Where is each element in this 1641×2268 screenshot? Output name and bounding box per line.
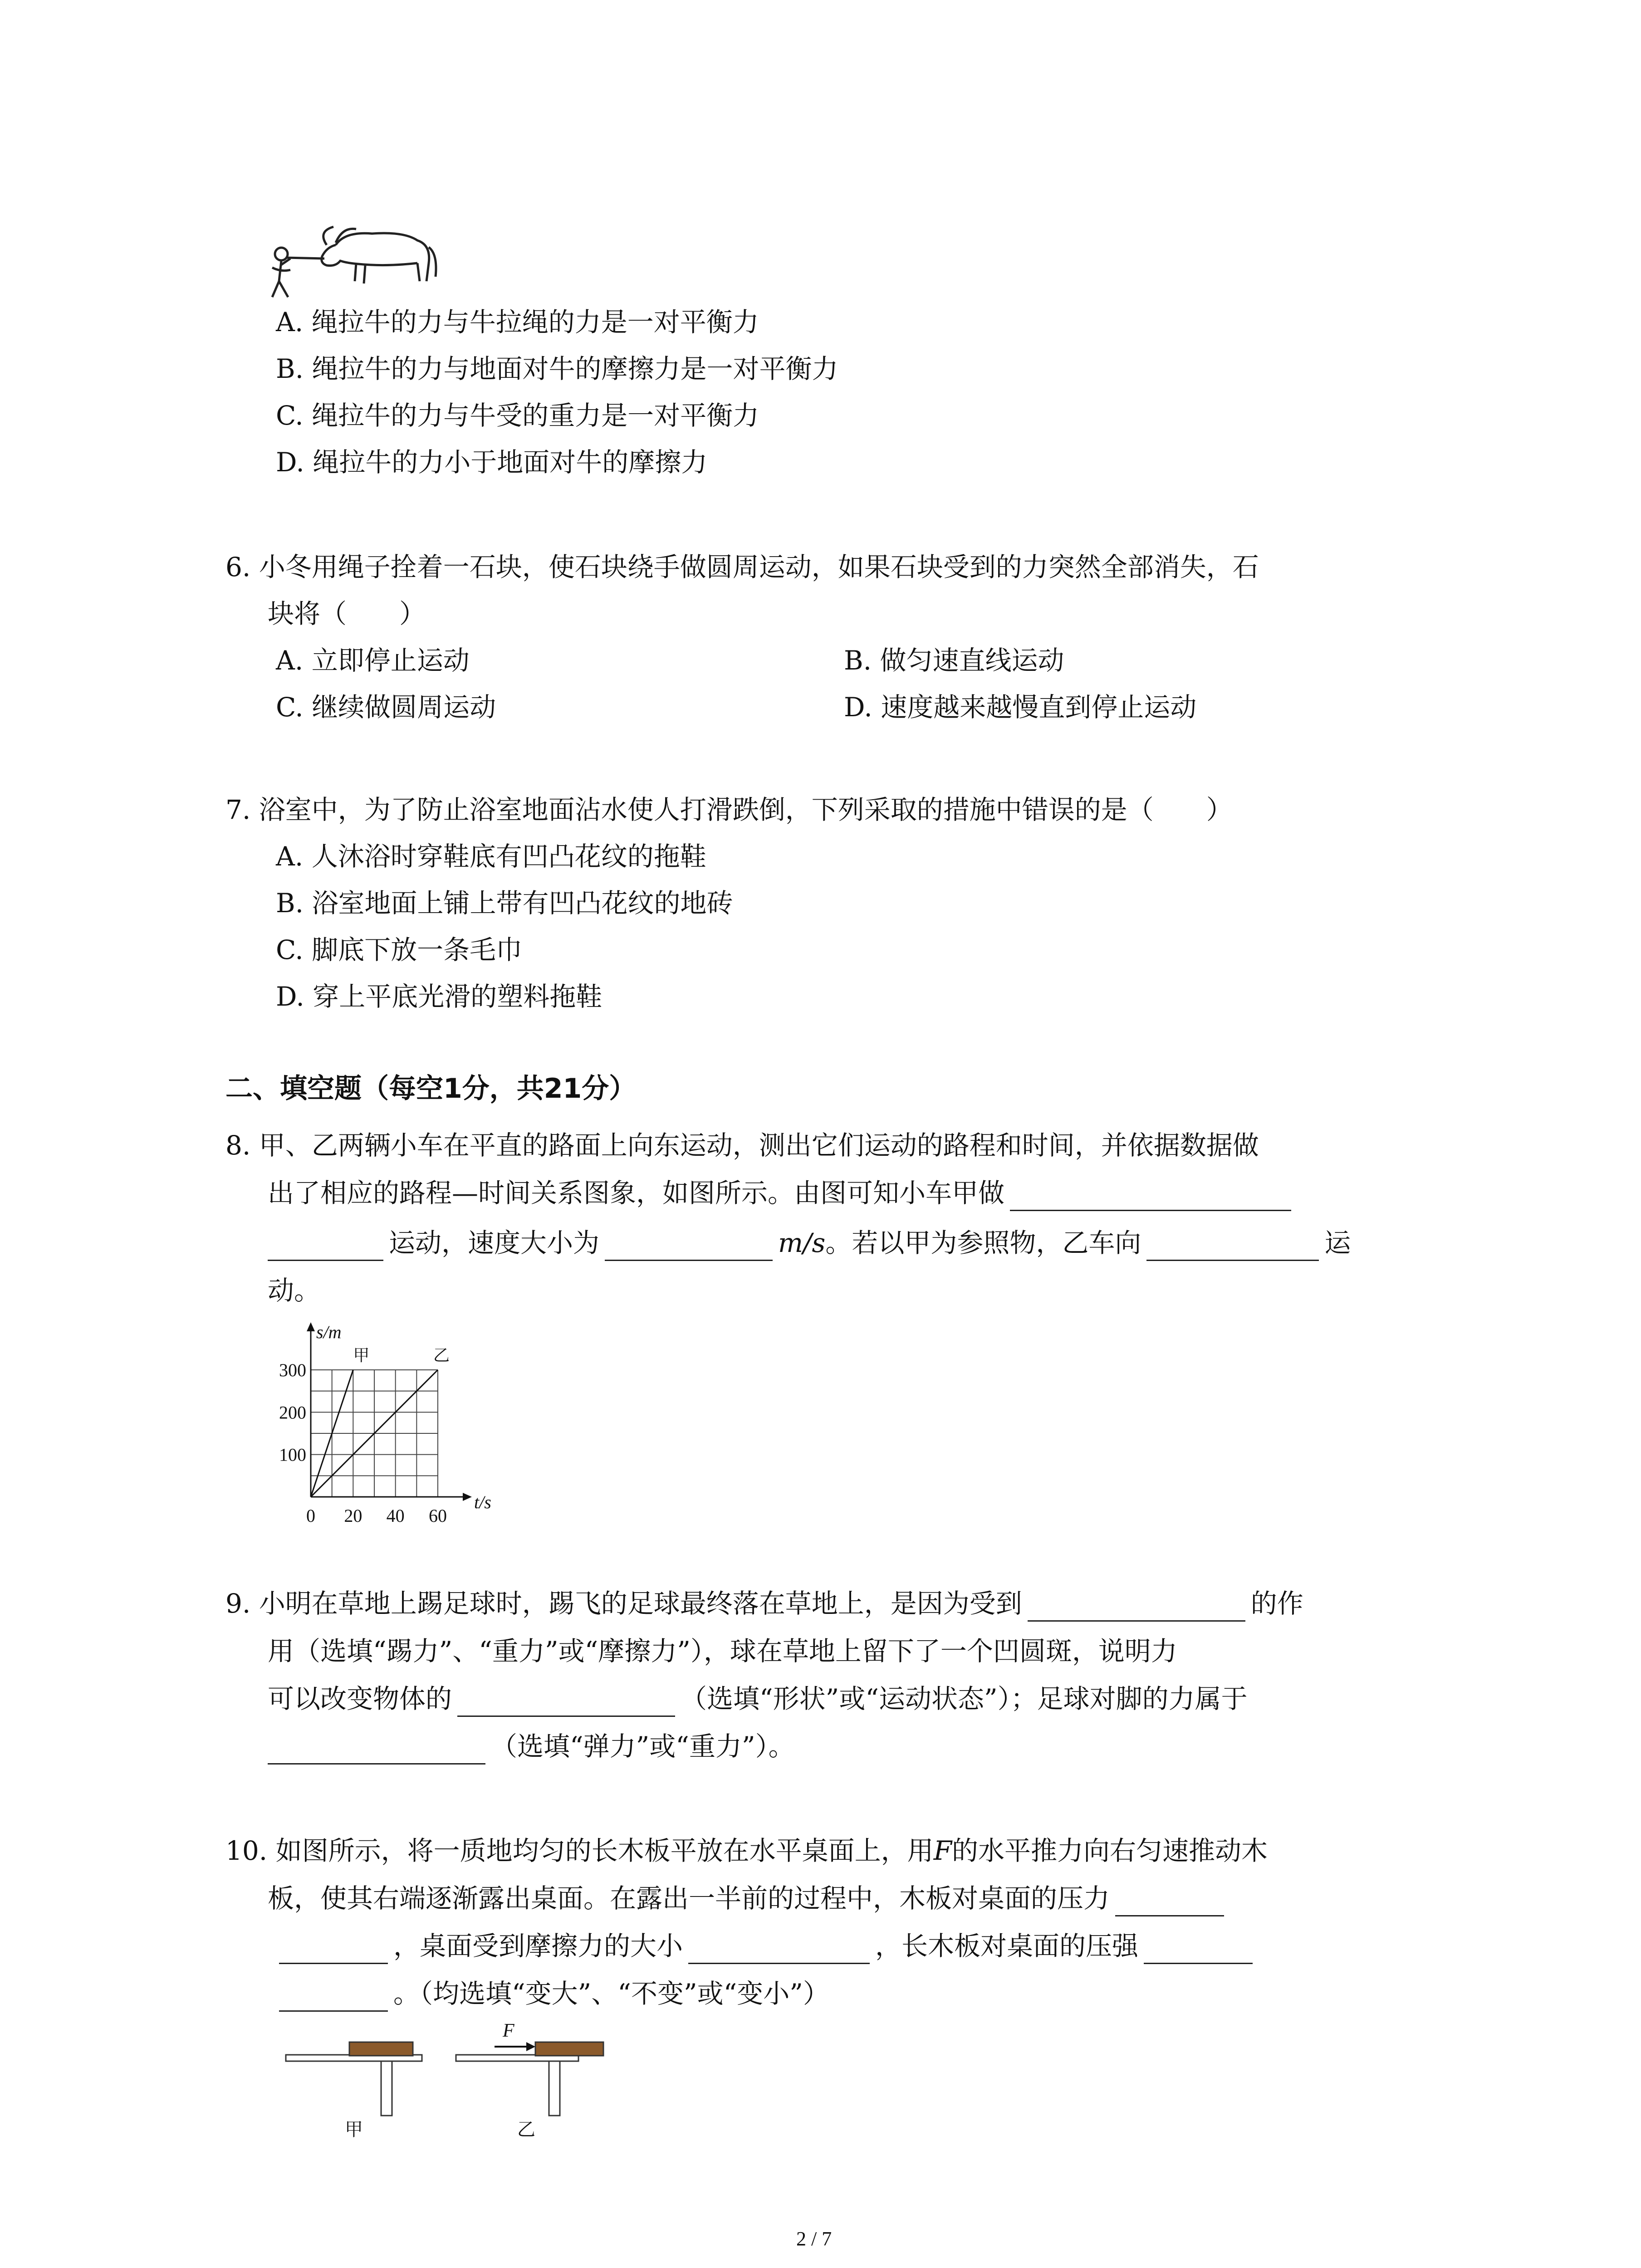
y-tick-label: 100 [279,1444,306,1465]
ox-pulling-figure [268,213,449,299]
figure-jia [286,2042,422,2140]
q6-option-a: A. 立即停止运动 [276,645,470,676]
q6-stem-line2: 块将（ ） [268,598,426,629]
q5-option-c: C. 绳拉牛的力与牛受的重力是一对平衡力 [276,400,759,431]
q6-stem-line1: 6. 小冬用绳子拴着一石块，使石块绕手做圆周运动，如果石块受到的力突然全部消失，石 [225,552,1259,582]
q8-stem-line1: 8. 甲、乙两辆小车在平直的路面上向东运动，测出它们运动的路程和时间，并依据数据做 [225,1130,1259,1161]
q10-stem-line4 [279,1975,829,2012]
q10-line1-text-b: 的水平推力向右匀速推动木 [951,1835,1268,1866]
q7-option-c: C. 脚底下放一条毛巾 [276,934,523,965]
q10-line2-text: 板，使其右端逐渐露出桌面。在露出一半前的过程中，木板对桌面的压力 [268,1883,1110,1914]
q9-blank-3[interactable] [268,1735,485,1765]
q8-line3-text-a: 运动，速度大小为 [389,1227,600,1258]
q10-line3-text-b: ，长木板对桌面的压强 [875,1931,1139,1961]
force-label: F [503,2020,514,2041]
q6-option-d: D. 速度越来越慢直到停止运动 [844,692,1197,723]
q9-line1-text-b: 的作 [1250,1588,1303,1619]
q9-stem-line1 [225,1585,1303,1622]
x-tick-label: 0 [306,1505,315,1524]
q5-option-b: B. 绳拉牛的力与地面对牛的摩擦力是一对平衡力 [276,353,838,384]
q9-line3-text-a: 可以改变物体的 [268,1683,452,1714]
q10-stem-line1 [225,1833,1268,1869]
distance-time-chart [254,1306,508,1524]
y-tick-label: 300 [279,1360,306,1380]
q7-stem: 7. 浴室中，为了防止浴室地面沾水使人打滑跌倒，下列采取的措施中错误的是（ ） [225,794,1233,825]
q10-stem-line2 [268,1880,1230,1916]
q9-blank-1[interactable] [1028,1592,1245,1622]
figure-jia-label: 甲 [345,2119,363,2140]
page-number: 2 / 7 [796,2228,832,2250]
q7-option-a: A. 人沐浴时穿鞋底有凹凸花纹的拖鞋 [276,841,706,872]
q8-blank-2[interactable] [605,1232,773,1261]
q10-line3-text-a: ，桌面受到摩擦力的大小 [393,1931,683,1961]
q10-line1-text-a: 10. 如图所示，将一质地均匀的长木板平放在水平桌面上，用 [225,1835,934,1866]
q9-line4-text: （选填“弹力”或“重力”）。 [491,1731,795,1762]
q5-option-d: D. 绳拉牛的力小于地面对牛的摩擦力 [276,447,708,478]
q8-stem-line4: 动。 [268,1275,321,1306]
q9-line1-text-a: 9. 小明在草地上踢足球时，踢飞的足球最终落在草地上，是因为受到 [225,1588,1022,1619]
figure-yi [456,2020,603,2140]
q10-force-symbol: F [933,1835,952,1866]
board-on-table-figure [281,2019,626,2141]
section-heading: 二、填空题（每空1分，共21分） [225,1073,637,1105]
q8-blank-1[interactable] [1010,1182,1291,1211]
q9-stem-line4 [268,1728,795,1765]
series-label-jia: 甲 [353,1346,370,1365]
q8-line3-text-d: 运 [1324,1227,1351,1258]
series-label-yi: 乙 [433,1346,450,1365]
x-tick-label: 20 [344,1505,362,1524]
q5-option-a: A. 绳拉牛的力与牛拉绳的力是一对平衡力 [276,307,759,337]
q8-blank-1-cont[interactable] [268,1232,383,1261]
q9-line3-text-b: （选填“形状”或“运动状态”）；足球对脚的力属于 [681,1683,1248,1714]
q10-blank-1[interactable] [1115,1887,1224,1916]
q9-stem-line2: 用（选填“踢力”、“重力”或“摩擦力”），球在草地上留下了一个凹圆斑，说明力 [268,1636,1177,1667]
figure-yi-label: 乙 [517,2119,535,2140]
q8-unit: m/s [778,1227,826,1258]
q10-blank-3[interactable] [1144,1935,1253,1964]
y-axis-label: s/m [316,1322,342,1342]
q8-blank-3[interactable] [1146,1232,1319,1261]
y-axis-arrow [307,1322,315,1331]
q10-stem-line3 [279,1928,1258,1964]
q10-line4-text: 。（均选填“变大”、“不变”或“变小”） [393,1978,829,2009]
q8-line2-text: 出了相应的路程—时间关系图象，如图所示。由图可知小车甲做 [268,1178,1005,1208]
x-tick-label: 60 [429,1505,447,1524]
q8-stem-line3 [268,1225,1351,1261]
q7-option-b: B. 浴室地面上铺上带有凹凸花纹的地砖 [276,888,733,919]
x-axis-label: t/s [474,1492,491,1512]
q6-option-b: B. 做匀速直线运动 [844,645,1064,676]
q8-stem-line2 [268,1175,1297,1211]
q6-option-c: C. 继续做圆周运动 [276,692,496,723]
q8-line3-text-c: 。若以甲为参照物，乙车向 [825,1227,1141,1258]
q10-blank-2[interactable] [688,1935,870,1964]
q9-blank-2[interactable] [457,1687,675,1717]
x-axis-arrow [463,1493,472,1501]
q7-option-d: D. 穿上平底光滑的塑料拖鞋 [276,981,603,1012]
q10-blank-3-cont[interactable] [279,1982,388,2012]
q10-blank-1-cont[interactable] [279,1935,388,1964]
q9-stem-line3 [268,1681,1248,1717]
x-tick-label: 40 [386,1505,405,1524]
y-tick-label: 200 [279,1402,306,1423]
